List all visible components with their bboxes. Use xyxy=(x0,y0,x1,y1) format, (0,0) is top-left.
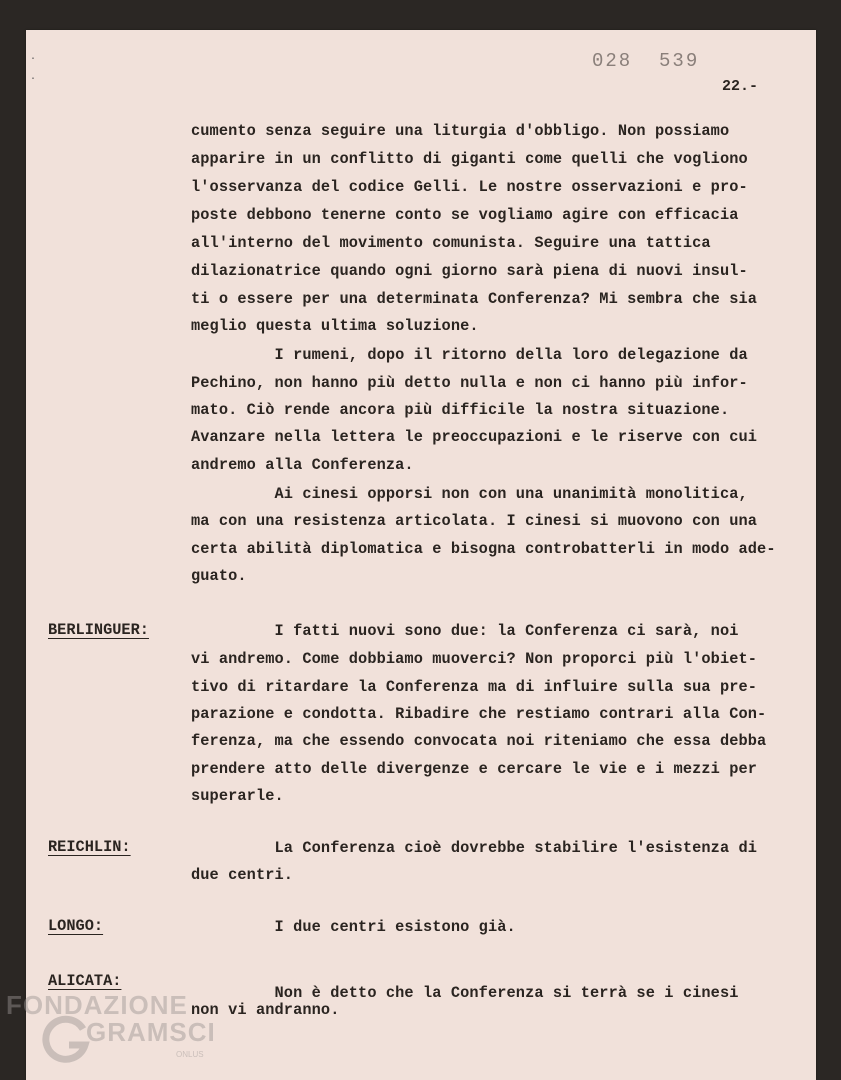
text-line: vi andremo. Come dobbiamo muoverci? Non proporci più l'obiet- xyxy=(191,650,758,668)
text-line: prendere atto delle divergenze e cercare le vie e i mezzi per xyxy=(191,760,758,778)
text-line: I rumeni, dopo il ritorno della loro delegazione da xyxy=(191,346,748,364)
text-line: Ai cinesi opporsi non con una unanimità monolitica, xyxy=(191,485,748,503)
text-line: tivo di ritardare la Conferenza ma di influire sulla sua pre- xyxy=(191,678,758,696)
watermark-line1: FONDAZIONE xyxy=(6,990,188,1020)
text-line: meglio questa ultima soluzione. xyxy=(191,317,479,335)
text-line: ferenza, ma che essendo convocata noi riteniamo che essa debba xyxy=(191,732,767,750)
text-line: apparire in un conflitto di giganti come quelli che vogliono xyxy=(191,150,748,168)
page-number: 22.- xyxy=(722,78,759,95)
text-line: ti o essere per una determinata Conferenza? Mi sembra che sia xyxy=(191,290,758,308)
text-line: non vi andranno. xyxy=(191,1001,340,1019)
text-line: due centri. xyxy=(191,866,294,884)
text-line: cumento senza seguire una liturgia d'obbligo. Non possiamo xyxy=(191,122,730,140)
margin-marks: · · xyxy=(30,54,37,85)
text-line: poste debbono tenerne conto se vogliamo agire con efficacia xyxy=(191,206,739,224)
text-line: Non è detto che la Conferenza si terrà se i cinesi xyxy=(191,984,739,1002)
text-line: ma con una resistenza articolata. I cinesi si muovono con una xyxy=(191,512,758,530)
text-line: La Conferenza cioè dovrebbe stabilire l'esistenza di xyxy=(191,839,758,857)
text-line: parazione e condotta. Ribadire che restiamo contrari alla Con- xyxy=(191,705,767,723)
watermark-line2: GRAMSCI xyxy=(86,1017,216,1047)
archive-stamp: 028 539 xyxy=(592,50,700,72)
speaker-label: ALICATA: xyxy=(48,972,122,990)
text-line: certa abilità diplomatica e bisogna controbatterli in modo ade- xyxy=(191,540,776,558)
speaker-label: BERLINGUER: xyxy=(48,621,149,639)
text-line: I due centri esistono già. xyxy=(191,918,516,936)
text-line: Pechino, non hanno più detto nulla e non ci hanno più infor- xyxy=(191,374,748,392)
text-line: I fatti nuovi sono due: la Conferenza ci sarà, noi xyxy=(191,622,739,640)
text-line: all'interno del movimento comunista. Seguire una tattica xyxy=(191,234,711,252)
speaker-label: LONGO: xyxy=(48,917,104,935)
text-line: l'osservanza del codice Gelli. Le nostre osservazioni e pro- xyxy=(191,178,748,196)
text-line: mato. Ciò rende ancora più difficile la nostra situazione. xyxy=(191,401,730,419)
text-line: Avanzare nella lettera le preoccupazioni e le riserve con cui xyxy=(191,428,758,446)
text-line: guato. xyxy=(191,567,247,585)
text-line: superarle. xyxy=(191,787,284,805)
speaker-label: REICHLIN: xyxy=(48,838,131,856)
text-line: andremo alla Conferenza. xyxy=(191,456,414,474)
text-line: dilazionatrice quando ogni giorno sarà piena di nuovi insul- xyxy=(191,262,748,280)
watermark-sub: ONLUS xyxy=(176,1050,204,1059)
